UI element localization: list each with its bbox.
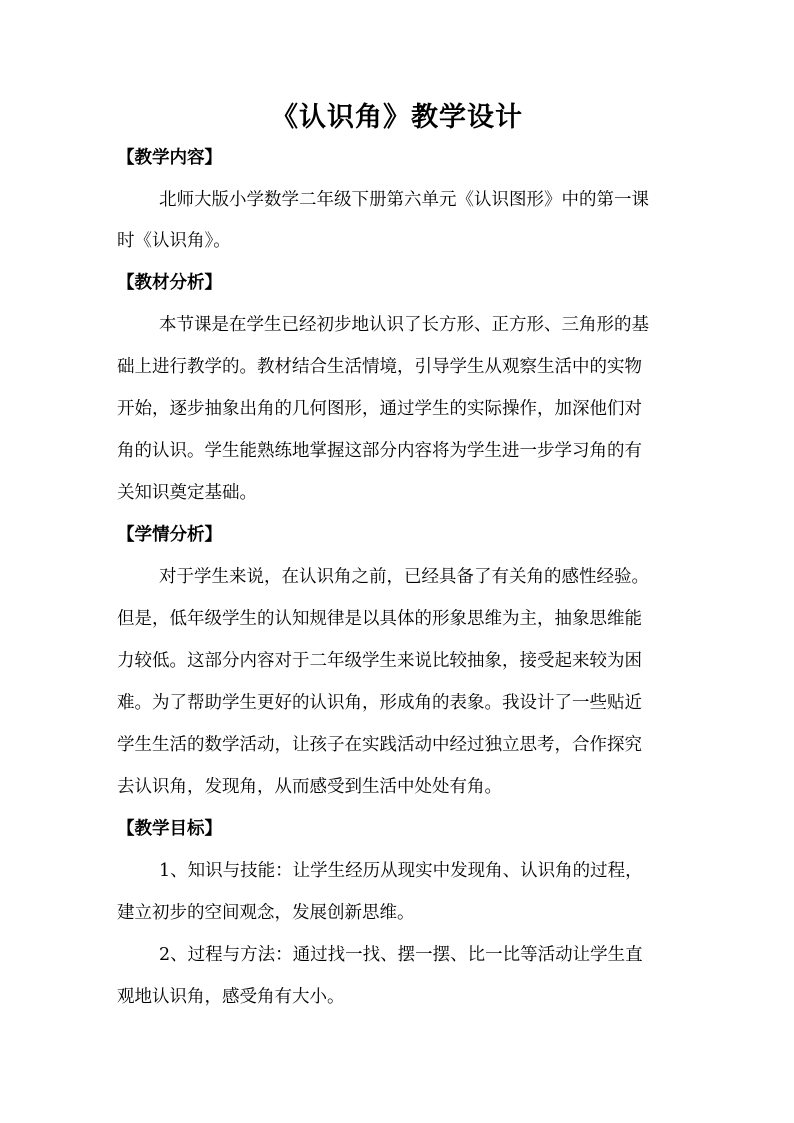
section-heading-teaching-content: 【教学内容】 [117,148,222,168]
paragraph-line: 1、知识与技能：让学生经历从现实中发现角、认识角的过程， [159,861,643,881]
section-heading-material-analysis: 【教材分析】 [117,273,222,293]
paragraph-line: 对于学生来说，在认识角之前，已经具备了有关角的感性经验。 [159,567,649,587]
paragraph-line: 开始，逐步抽象出角的几何图形，通过学生的实际操作，加深他们对 [117,399,642,419]
paragraph-line: 本节课是在学生已经初步地认识了长方形、正方形、三角形的基 [159,315,649,335]
paragraph-line: 北师大版小学数学二年级下册第六单元《认识图形》中的第一课 [159,190,649,210]
paragraph-line: 学生生活的数学活动，让孩子在实践活动中经过独立思考，合作探究 [117,735,642,755]
paragraph-line: 难。为了帮助学生更好的认识角，形成角的表象。我设计了一些贴近 [117,693,642,713]
paragraph-line: 观地认识角，感受角有大小。 [117,987,345,1007]
paragraph-line: 关知识奠定基础。 [117,483,257,503]
section-heading-teaching-goals: 【教学目标】 [117,819,222,839]
paragraph-line: 建立初步的空间观念，发展创新思维。 [117,903,415,923]
document-title: 《认识角》教学设计 [271,102,523,133]
paragraph-line: 力较低。这部分内容对于二年级学生来说比较抽象，接受起来较为困 [117,651,642,671]
paragraph-line: 但是，低年级学生的认知规律是以具体的形象思维为主，抽象思维能 [117,609,642,629]
paragraph-line: 角的认识。学生能熟练地掌握这部分内容将为学生进一步学习角的有 [117,441,642,461]
paragraph-line: 时《认识角》。 [117,231,231,251]
section-heading-student-analysis: 【学情分析】 [117,525,222,545]
paragraph-line: 础上进行教学的。教材结合生活情境，引导学生从观察生活中的实物 [117,357,642,377]
paragraph-line: 2、过程与方法：通过找一找、摆一摆、比一比等活动让学生直 [159,945,643,965]
paragraph-line: 去认识角，发现角，从而感受到生活中处处有角。 [117,777,502,797]
